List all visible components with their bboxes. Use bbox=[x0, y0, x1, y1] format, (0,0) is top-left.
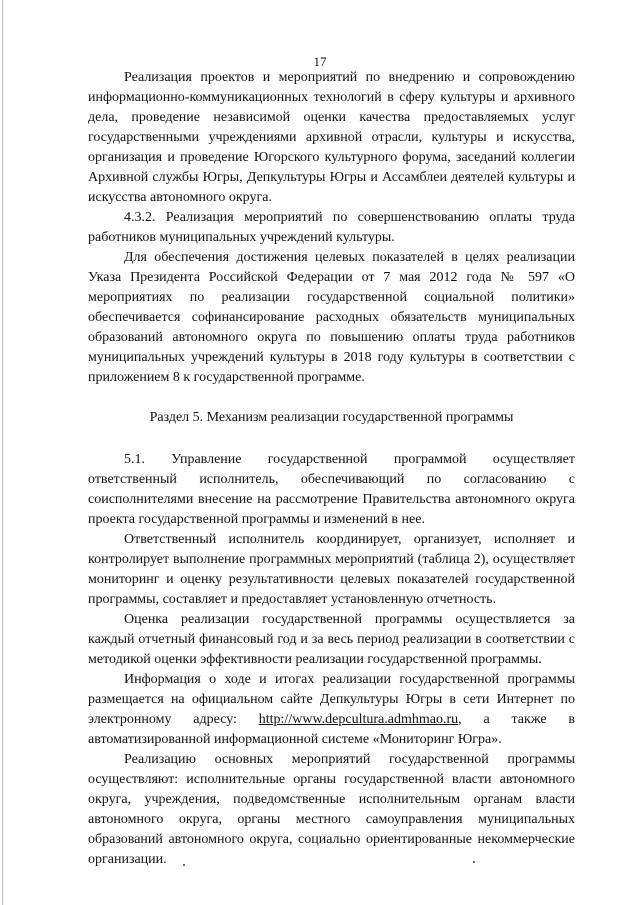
depcultura-website-link[interactable]: http://www.depcultura.admhmao.ru bbox=[258, 712, 459, 727]
paragraph-implementers: Реализацию основных мероприятий государственной программы осуществляют: исполнительные органы государственной власти автономного округа, учреждения, подведомственные исполнительным органам власти автономного округа, органы местного самоуправления муниципальных образований автономного округа, социально ориентированные некоммерческие организации. bbox=[88, 752, 575, 867]
paragraph-responsible-executor: Ответственный исполнитель координирует, организует, исполняет и контролирует выполнение программных мероприятий (таблица 2), осуществляет мониторинг и оценку результативности целевых показателей государственной программы, составляет и предоставляет установленную отчетность. bbox=[88, 532, 575, 607]
paragraph-decree-597: Для обеспечения достижения целевых показателей в целях реализации Указа Президента Российской Федерации от 7 мая 2012 года № 597 «О мероприятиях по реализации государственной социальной политики» обеспечивается софинансирование расходных обязательств муниципальных образований автономного округа по повышению оплаты труда работников муниципальных учреждений культуры в 2018 году культуры в соответствии с приложением 8 к государственной программе. bbox=[88, 250, 575, 385]
scan-speck-right bbox=[473, 861, 475, 863]
website-info-text-after: , а также в автоматизированной информационной системе «Мониторинг Югра». bbox=[88, 712, 575, 747]
website-info-text-before: Информация о ходе и итогах реализации государственной программы размещается на официальном сайте Депкультуры Югры в сети Интернет по электронному адресу: bbox=[88, 672, 575, 727]
page-number: 17 bbox=[313, 54, 327, 69]
paragraph-website-info bbox=[88, 670, 575, 750]
section-heading: Раздел 5. Механизм реализации государственной программы bbox=[149, 410, 514, 425]
scan-speck-left bbox=[183, 864, 185, 866]
document-body bbox=[88, 68, 575, 870]
scan-left-edge bbox=[2, 0, 3, 905]
paragraph-5-1: 5.1. Управление государственной программой осуществляет ответственный исполнитель, обеспечивающий по согласованию с соисполнителями внесение на рассмотрение Правительства автономного округа проекта государственной программы и изменений в нее. bbox=[88, 452, 575, 527]
paragraph-4-3-2: 4.3.2. Реализация мероприятий по совершенствованию оплаты труда работников муниципальных учреждений культуры. bbox=[88, 210, 575, 245]
paragraph-ict-projects: Реализация проектов и мероприятий по внедрению и сопровождению информационно-коммуникационных технологий в сферу культуры и архивного дела, проведение независимой оценки качества предоставляемых услуг государственными учреждениями архивной отрасли, культуры и искусства, организация и проведение Югорского культурного форума, заседаний коллегии Архивной службы Югры, Депкультуры Югры и Ассамблеи деятелей культуры и искусства автономного округа. bbox=[88, 70, 575, 205]
paragraph-evaluation: Оценка реализации государственной программы осуществляется за каждый отчетный финансовый год и за весь период реализации в соответствии с методикой оценки эффективности реализации государственной программы. bbox=[88, 612, 575, 667]
